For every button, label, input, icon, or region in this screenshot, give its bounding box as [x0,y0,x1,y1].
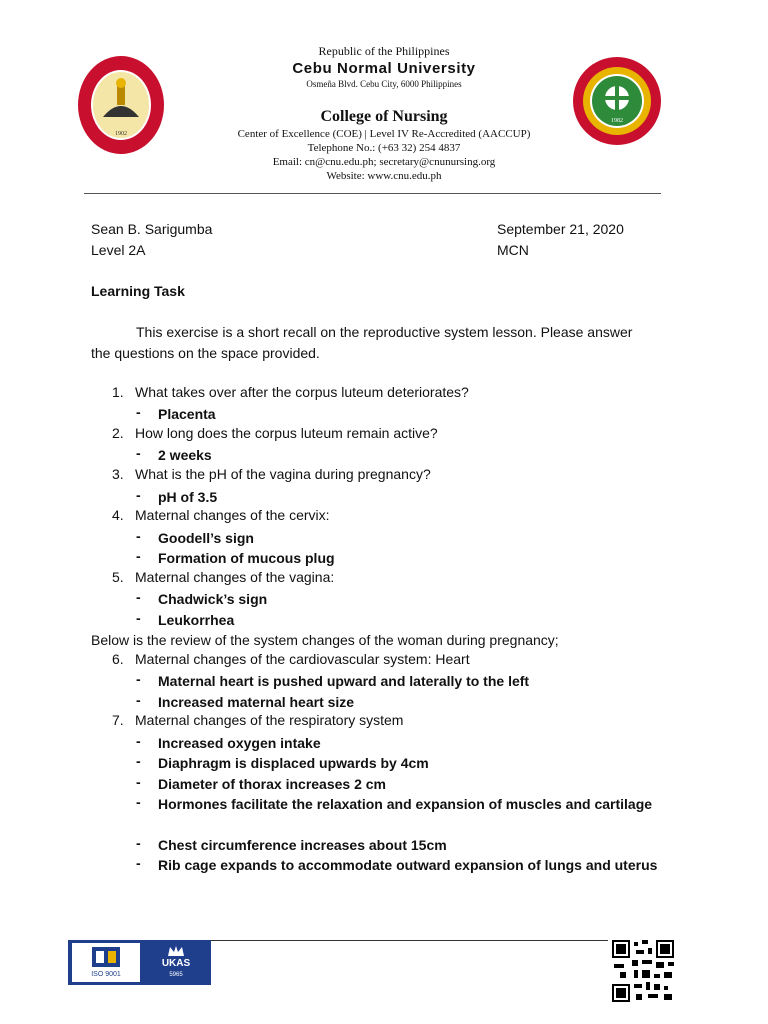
question-text: Maternal changes of the cervix: [135,507,330,523]
coe-line: Center of Excellence (COE) | Level IV Re-Accredited (AACCUP) [237,128,531,140]
university-name: Cebu Normal University [292,60,476,77]
question-text: Maternal changes of the respiratory system [135,712,404,728]
university-address: Osmeña Blvd. Cebu City, 6000 Philippines [306,79,462,89]
document-date: September 21, 2020 [497,221,624,237]
review-note: Below is the review of the system changes of the woman during pregnancy; [91,632,559,648]
iso-logo [72,943,140,982]
question-text: Maternal changes of the cardiovascular system: Heart [135,651,470,667]
iso-mark-icon [90,945,122,969]
task-title: Learning Task [91,283,185,299]
question-number: 4. [112,507,124,523]
iso-label: ISO 9001 [91,971,121,978]
question-number: 2. [112,425,124,441]
qr-code-icon [612,940,674,1002]
header-divider [84,193,661,194]
question-text: What takes over after the corpus luteum deteriorates? [135,384,469,400]
ukas-logo [146,943,206,982]
left-seal-year: 1902 [115,131,127,137]
student-level: Level 2A [91,242,146,258]
student-name: Sean B. Sarigumba [91,221,213,237]
ukas-number: 5965 [169,972,183,978]
question-number: 6. [112,651,124,667]
question-number: 7. [112,712,124,728]
ukas-label: UKAS [161,958,191,969]
certification-logos [68,940,211,985]
intro-line-2: the questions on the space provided. [91,345,320,361]
intro-line-1: This exercise is a short recall on the reproductive system lesson. Please answer [136,324,633,340]
right-seal-year: 1982 [611,118,623,124]
website-line: Website: www.cnu.edu.ph [326,170,442,182]
subject-code: MCN [497,242,529,258]
telephone-line: Telephone No.: (+63 32) 254 4837 [307,142,461,154]
ukas-crown-icon [166,944,186,958]
college-name: College of Nursing [320,108,448,125]
question-text: Maternal changes of the vagina: [135,569,335,585]
email-line: Email: cn@cnu.edu.ph; secretary@cnunursing.org [272,156,496,168]
republic-line: Republic of the Philippines [318,44,450,58]
question-text: How long does the corpus luteum remain active? [135,425,438,441]
question-number: 3. [112,466,124,482]
question-number: 1. [112,384,124,400]
question-number: 5. [112,569,124,585]
question-text: What is the pH of the vagina during pregnancy? [135,466,431,482]
